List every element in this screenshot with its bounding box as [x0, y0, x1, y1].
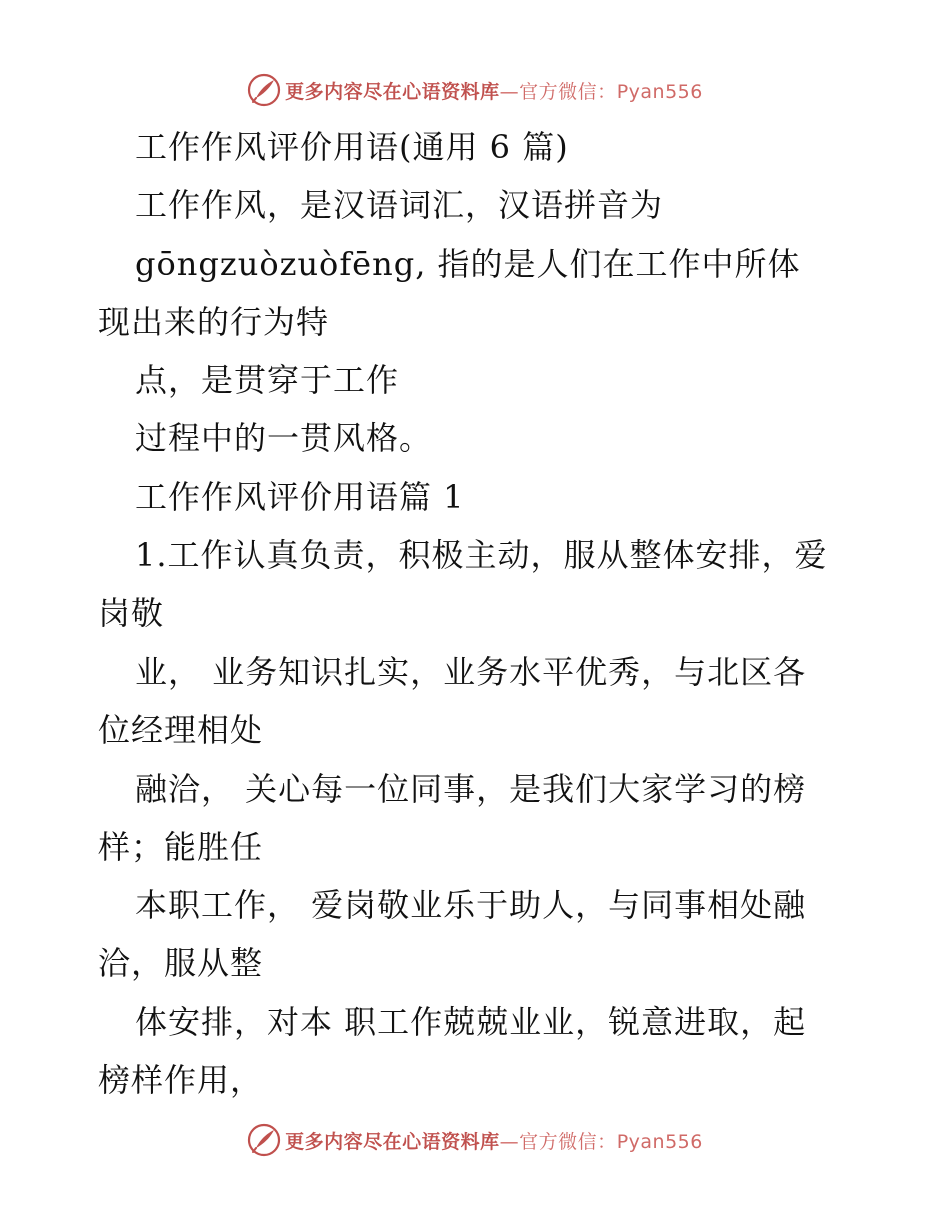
footer-banner-text	[285, 1127, 703, 1154]
paragraph-line: gōngzuòzuòfēng, 指的是人们在工作中所体	[135, 245, 801, 283]
paragraph-line: 工作作风，是汉语词汇，汉语拼音为	[135, 186, 664, 224]
header-dash: —	[499, 80, 520, 103]
paragraph-line: 业， 业务知识扎实，业务水平优秀，与北区各	[135, 653, 807, 691]
paragraph-line: 现出来的行为特	[98, 303, 330, 341]
paragraph-line: 本职工作， 爱岗敬业乐于助人，与同事相处融	[135, 886, 807, 924]
footer-official-label: 官方微信：	[519, 1130, 617, 1153]
header-official-label: 官方微信：	[519, 80, 617, 103]
document-title: 工作作风评价用语(通用 6 篇)	[135, 128, 569, 166]
footer-site-text: 更多内容尽在心语资料库	[285, 1130, 500, 1153]
header-banner-text	[285, 77, 703, 104]
quill-pen-logo-icon	[247, 73, 281, 107]
paragraph-line: 体安排，对本 职工作兢兢业业，锐意进取，起	[135, 1003, 807, 1041]
footer-wechat-handle: Pyan556	[616, 1130, 703, 1153]
paragraph-line: 榜样作用，	[98, 1061, 264, 1099]
paragraph-line: 洽，服从整	[98, 944, 264, 982]
header-site-text: 更多内容尽在心语资料库	[285, 80, 500, 103]
section-heading: 工作作风评价用语篇 1	[135, 478, 465, 516]
paragraph-line: 岗敬	[98, 594, 165, 632]
header-wechat-handle: Pyan556	[616, 80, 703, 103]
header-banner	[0, 70, 950, 110]
paragraph-line: 过程中的一贯风格。	[135, 419, 433, 457]
quill-pen-logo-icon	[247, 1123, 281, 1157]
paragraph-line: 位经理相处	[98, 711, 264, 749]
paragraph-line: 点，是贯穿于工作	[135, 361, 400, 399]
paragraph-line: 融洽， 关心每一位同事，是我们大家学习的榜	[135, 770, 807, 808]
paragraph-line: 样；能胜任	[98, 828, 264, 866]
paragraph-line: 1.工作认真负责，积极主动，服从整体安排，爱	[135, 536, 828, 574]
footer-dash: —	[499, 1130, 520, 1153]
footer-banner	[0, 1120, 950, 1160]
